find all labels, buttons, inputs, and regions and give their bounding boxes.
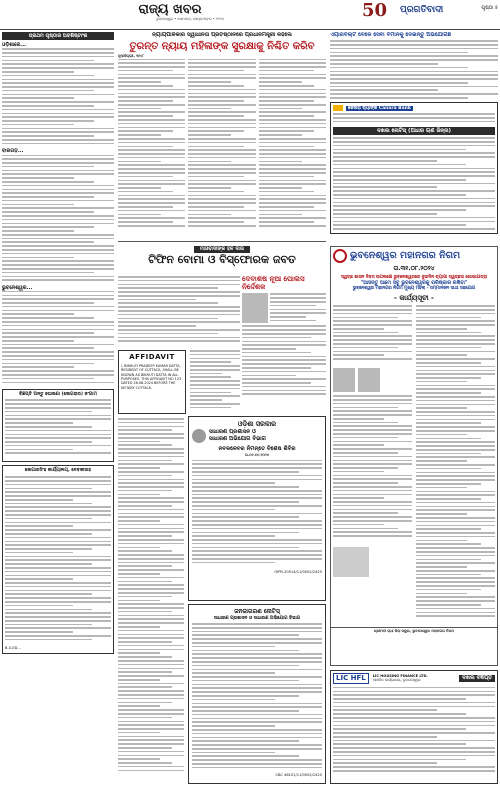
lic-notice-text (333, 687, 495, 777)
govt-dept-line1: ସାଧାରଣ ପ୍ରଶାସନ ଓ (209, 429, 256, 436)
govt-headline: ନବକଳେବର ନିମନ୍ତେ ବିଶେଷ ଶିବିର (218, 446, 296, 453)
notice-box (2, 389, 114, 463)
section-title: ରାଜ୍ୟ ଖବର (138, 2, 202, 17)
nomination-title: ଜନଜାଗରଣ ନୋଟିସ୍ (234, 608, 280, 615)
bmc-program-title: - କାର୍ଯ୍ୟସୂଚୀ - (394, 294, 434, 303)
nomination-text (192, 623, 322, 773)
culture-graphic-icon (333, 547, 369, 577)
continued-box-title: ପ୍ରଥମ ପୃଷ୍ଠାର ଅବଶିଷ୍ଟାଂଶ (2, 32, 114, 40)
office-notice-box (2, 465, 114, 653)
office-text (5, 476, 111, 646)
dg-story-text (242, 325, 326, 396)
strip-label: ମାଓବାଦୀଙ୍କ ହଳ ଦାଉ (194, 246, 250, 253)
text-block (2, 48, 114, 148)
mid-left-text (118, 418, 184, 784)
small-story-text (190, 350, 240, 414)
affidavit-text: I, BIBHUTI PRADEEP KUMAR DATTA, RESIDENT OF CUTTACK, SHALL BE KNOWN AS BIBHUTI DATTA IN ALL PURPOSES. THIS AFFIDAVIT NO 123 DATED 26.08.2024 BEFORE THE NOTARY CUTTACK. (121, 363, 182, 390)
lic-office: ଆଞ୍ଚଳିକ କାର୍ଯ୍ୟାଳୟ, ଭୁବନେଶ୍ୱର (372, 678, 421, 683)
sub-heading-odisha: ଓଡ଼ିଶାରେ... (2, 42, 27, 48)
bmc-tagline-2: "ଆସନ୍ତୁ ଆମେ ସବୁ ଭୁବନେଶ୍ୱରକୁ ପରିଷ୍କାର ରଖିବା" (360, 279, 468, 286)
bank-label: କେନାରା ବ୍ୟାଙ୍କ Canara Bank (348, 105, 411, 111)
dg-headline: ଦେବାଶିଷ ନୂଆ ପୋଲିସ ନିର୍ଦ୍ଦେଶକ (242, 276, 305, 291)
bmc-program-left-text (333, 305, 412, 365)
lead-headline: ତୁରନ୍ତ ନ୍ୟାୟ ମହିଳାଙ୍କ ସୁରକ୍ଷାକୁ ନିଶ୍ଚିତ କରିବ (129, 40, 315, 52)
bmc-tagline-1: ସ୍ୱଚ୍ଛ ଶାସନ ଦିବସ ଉପଲକ୍ଷେ ଭୁବନେଶ୍ୱରରେ ଦୁଇଦିନ ବ୍ୟାପୀ ସ୍ୱଚ୍ଛତା ଶୋଭାଯାତ୍ରା (340, 274, 488, 280)
bmc-date: ତା.୩୧.୦୮.୨୦୨୪ (393, 265, 435, 272)
maoist-strip (118, 246, 326, 272)
right-top-section (330, 32, 498, 242)
right-headline: ଏୟାରବିଲ୍ଟ ବେକେ ସେବା ବିମାନକୁ ଦେଇନ୍ତୁ ଅଭିଯୋଗିଛି (330, 32, 452, 38)
sub-heading-bhubaneswar: ଭୁବନେଶ୍ୱର... (2, 284, 33, 291)
bank-address (333, 113, 495, 127)
text-block (2, 155, 114, 285)
govt-notice (188, 416, 326, 601)
anniversary-number: 50 (362, 0, 388, 21)
notice-text (5, 399, 111, 459)
bank-logo-icon (333, 105, 343, 111)
govt-dept-line2: ସାଧାରଣ ଅଭିଯୋଗ ବିଭାଗ (209, 436, 266, 443)
bmc-guests-left (333, 395, 412, 545)
left-column (2, 32, 114, 784)
govt-title: ଓଡ଼ିଶା ସରକାର (237, 420, 277, 428)
maoist-story-text (118, 276, 240, 346)
lic-company: LIC HOUSING FINANCE LTD. (372, 673, 428, 678)
lic-logo: LIC HFL (333, 673, 369, 684)
nomination-code: CBC 46101/11/0002/2425 (275, 773, 322, 778)
bmc-footer: ଶ୍ରୀମତୀ ରାଧା ଜିଲା ସ୍କୁଲ, ଭୁବନେଶ୍ୱର ମହାନଗର ନିଗମ (331, 627, 497, 634)
bank-notice-text (333, 137, 495, 233)
newspaper-logo: ପ୍ରଗତିବାଦୀ (400, 5, 444, 15)
govt-text (192, 460, 322, 570)
nomination-dept: ସାଧାରଣ ପ୍ରଶାସନ ଓ ସାଧାରଣ ଅଭିଯୋଗ ବିଭାଗ (213, 615, 301, 621)
page-number: ପୃଷ୍ଠା ୫ (481, 5, 498, 11)
bmc-tagline-3: ଭୁବନେଶ୍ୱର ମହାନଗର ନିଗମ ମୁଖ୍ୟ ମହଲା - ସମ୍ମାନଜନ ସାଥୀ ସହଯୋଗ (352, 286, 476, 292)
lic-notice-title: ଦଖଲ ବିଜ୍ଞପ୍ତି (459, 675, 495, 682)
officer-photo (242, 293, 268, 323)
guest-photo (358, 368, 380, 392)
notice-title: ବିଜ୍ଞପ୍ତି ଅନ୍ତୁ ଘୋଷଣା (ଜୋଗରାର) ଜଂଗାମ (19, 391, 97, 397)
bmc-guests-right (416, 305, 495, 625)
bank-notice-title: ଦଖଲ ନୋଟିସ୍ (ଅଧାର ଋଣ ଜିନ୍ନା) (333, 127, 495, 135)
lead-body (118, 59, 326, 239)
text-block (2, 291, 114, 387)
govt-code: OIPR-20514/11/0002/2425 (274, 569, 322, 574)
lead-kicker: ନ୍ୟାୟପାଳିକାର ସ୍ୱାଧୀନତା ପ୍ରତିଷ୍ଠାନରେ ପ୍ରଧାନମନ୍ତ୍ରୀ କହିଲେ (152, 32, 292, 38)
lic-possession-notice (330, 670, 498, 784)
odisha-emblem-icon (192, 429, 206, 443)
bank-notice (330, 102, 498, 234)
header-meta: ଭୁବନେଶ୍ୱର • ସୋମବାର, ସେପ୍ଟେମ୍ବର • ୨୦୨୪ (155, 17, 225, 21)
affidavit-title: AFFIDAVIT (129, 353, 175, 361)
dg-story (242, 276, 326, 396)
affidavit-ad (118, 350, 186, 414)
bmc-logo-icon (333, 249, 347, 263)
strip-headline: ଟିଫିନ ବୋମା ଓ ବିସ୍ଫୋରକ ଜବତ (148, 253, 296, 266)
govt-date: ତା.୦୨.୦୯.୨୦୨୪ (244, 453, 270, 457)
bmc-title: ଭୁବନେଶ୍ୱର ମହାନଗର ନିଗମ (350, 250, 461, 262)
office-code: B-0-ED... (5, 646, 21, 651)
bmc-advertisement (330, 246, 498, 666)
nomination-notice (188, 604, 326, 784)
office-title: ଜୋଗାରସିଂହ କାର୍ଯ୍ୟାଳୟ, ଦେବକୀସାହ (24, 468, 92, 474)
lead-story (118, 32, 326, 242)
sub-heading-bargarh: ବାରଗଡ଼... (2, 148, 24, 155)
right-story-text (330, 40, 498, 102)
guest-photo (333, 368, 355, 392)
lead-dateline: ନୂଆଦିଲ୍ଲୀ, ୩୧/୮ (118, 53, 144, 58)
